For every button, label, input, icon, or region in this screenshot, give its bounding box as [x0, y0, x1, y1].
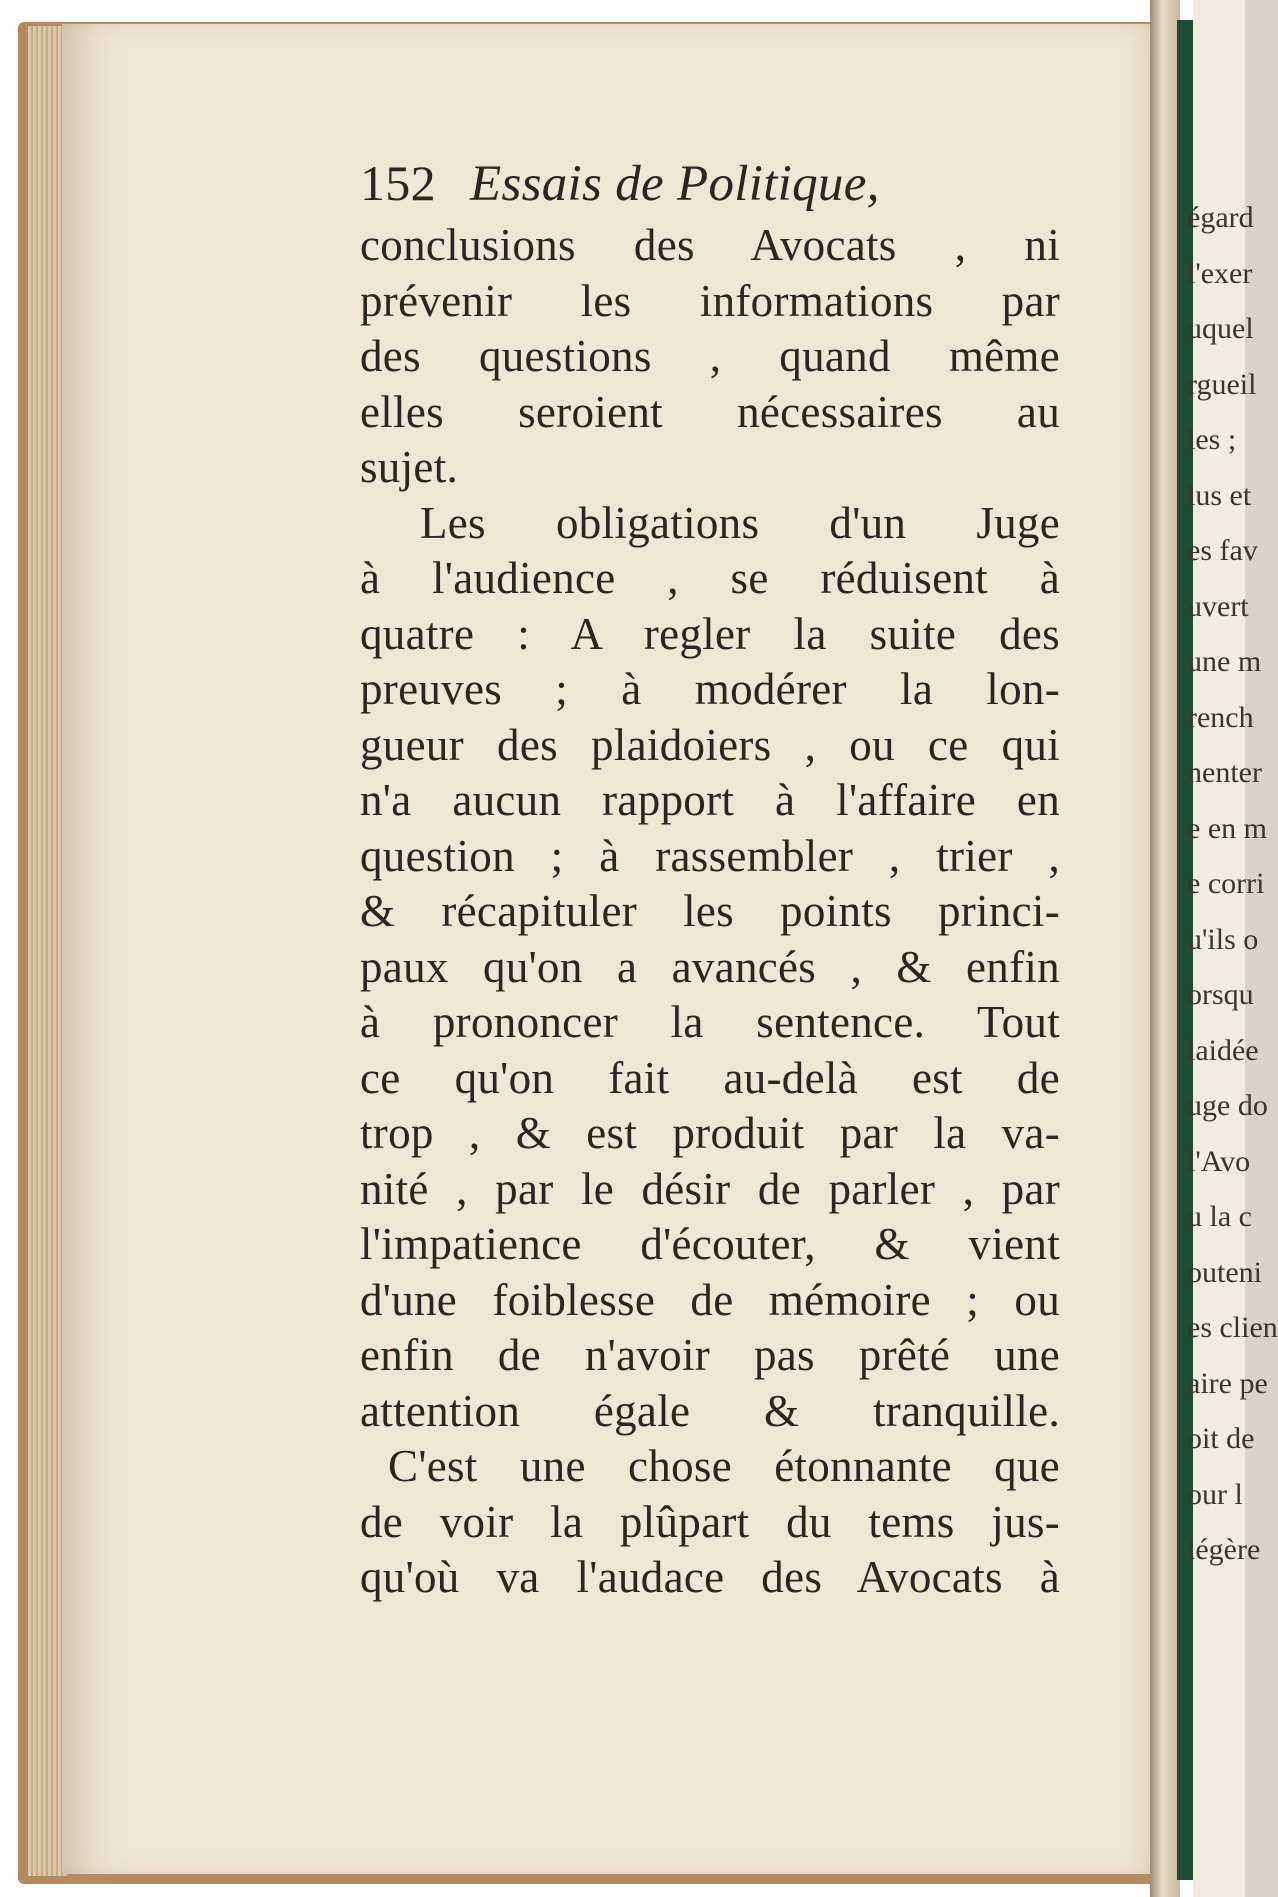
text-line: trop , & est produit par la va- [360, 1108, 1060, 1158]
text-line: des questions , quand même [360, 331, 1060, 381]
facing-line: orsqu [1187, 978, 1254, 1011]
facing-line: une m [1187, 645, 1262, 678]
text-line: question ; à rassembler , trier , [360, 830, 1060, 881]
text-line: à prononcer la sentence. Tout [360, 997, 1060, 1047]
facing-page [1187, 0, 1278, 1897]
facing-line: légère [1187, 1533, 1261, 1566]
text-line: n'a aucun rapport à l'affaire en [360, 775, 1060, 825]
text-line: d'une foiblesse de mémoire ; ou [360, 1274, 1060, 1325]
text-line: à l'audience , se réduisent à [360, 553, 1060, 603]
facing-line: uge do [1187, 1089, 1268, 1122]
facing-line: uvert [1187, 589, 1249, 623]
text-line: prévenir les informations par [360, 275, 1060, 326]
text-line: conclusions des Avocats , ni [360, 220, 1060, 270]
facing-line: les ; [1187, 423, 1237, 456]
facing-line: aire pe [1187, 1366, 1268, 1400]
facing-line: e en m [1187, 811, 1267, 845]
facing-line: l'Avo [1187, 1144, 1251, 1178]
text-line: ce qu'on fait au-delà est de [360, 1052, 1060, 1103]
paragraph-start-line: C'est une chose étonnante que [388, 1441, 1060, 1491]
page-text [360, 148, 1060, 1606]
text-line: nité , par le désir de parler , par [360, 1163, 1060, 1214]
facing-line: es fav [1187, 534, 1258, 567]
text-line: attention égale & tranquille. [360, 1385, 1060, 1436]
facing-line: l'exer [1187, 256, 1253, 290]
facing-line: laidée [1187, 1033, 1259, 1067]
facing-line: rench [1187, 700, 1254, 734]
facing-line: nenter [1187, 756, 1262, 789]
text-line: de voir la plûpart du tems jus- [360, 1496, 1060, 1547]
facing-line: oit de [1187, 1422, 1255, 1455]
facing-line: outeni [1187, 1255, 1262, 1289]
book-gutter [1150, 0, 1180, 1897]
text-line: elles seroient nécessaires au [360, 386, 1060, 437]
text-line: l'impatience d'écouter, & vient [360, 1219, 1060, 1269]
facing-page-text [1187, 190, 1278, 1578]
facing-line: e corri [1187, 867, 1265, 900]
text-line: enfin de n'avoir pas prêté une [360, 1330, 1060, 1380]
page-number: 152 [360, 155, 436, 211]
running-head [360, 148, 1060, 218]
facing-line: égard [1187, 201, 1254, 234]
facing-line: u la c [1187, 1200, 1252, 1233]
text-line: & récapituler les points princi- [360, 886, 1060, 936]
text-line: gueur des plaidoiers , ou ce qui [360, 719, 1060, 770]
text-line: paux qu'on a avancés , & enfin [360, 941, 1060, 992]
facing-line: lus et [1187, 478, 1252, 512]
facing-line: rgueil [1187, 367, 1257, 401]
facing-line: u'ils o [1187, 922, 1259, 956]
running-title: Essais de Politique, [470, 156, 880, 212]
text-line: sujet. [360, 442, 459, 492]
text-line: quatre : A regler la suite des [360, 608, 1060, 659]
facing-line: uquel [1187, 312, 1254, 345]
text-line: qu'où va l'audace des Avocats à [360, 1552, 1060, 1602]
facing-line: our l [1187, 1477, 1243, 1511]
facing-line: es clien [1187, 1311, 1278, 1344]
text-line: preuves ; à modérer la lon- [360, 664, 1060, 714]
paragraph-start-line: Les obligations d'un Juge [420, 497, 1060, 548]
